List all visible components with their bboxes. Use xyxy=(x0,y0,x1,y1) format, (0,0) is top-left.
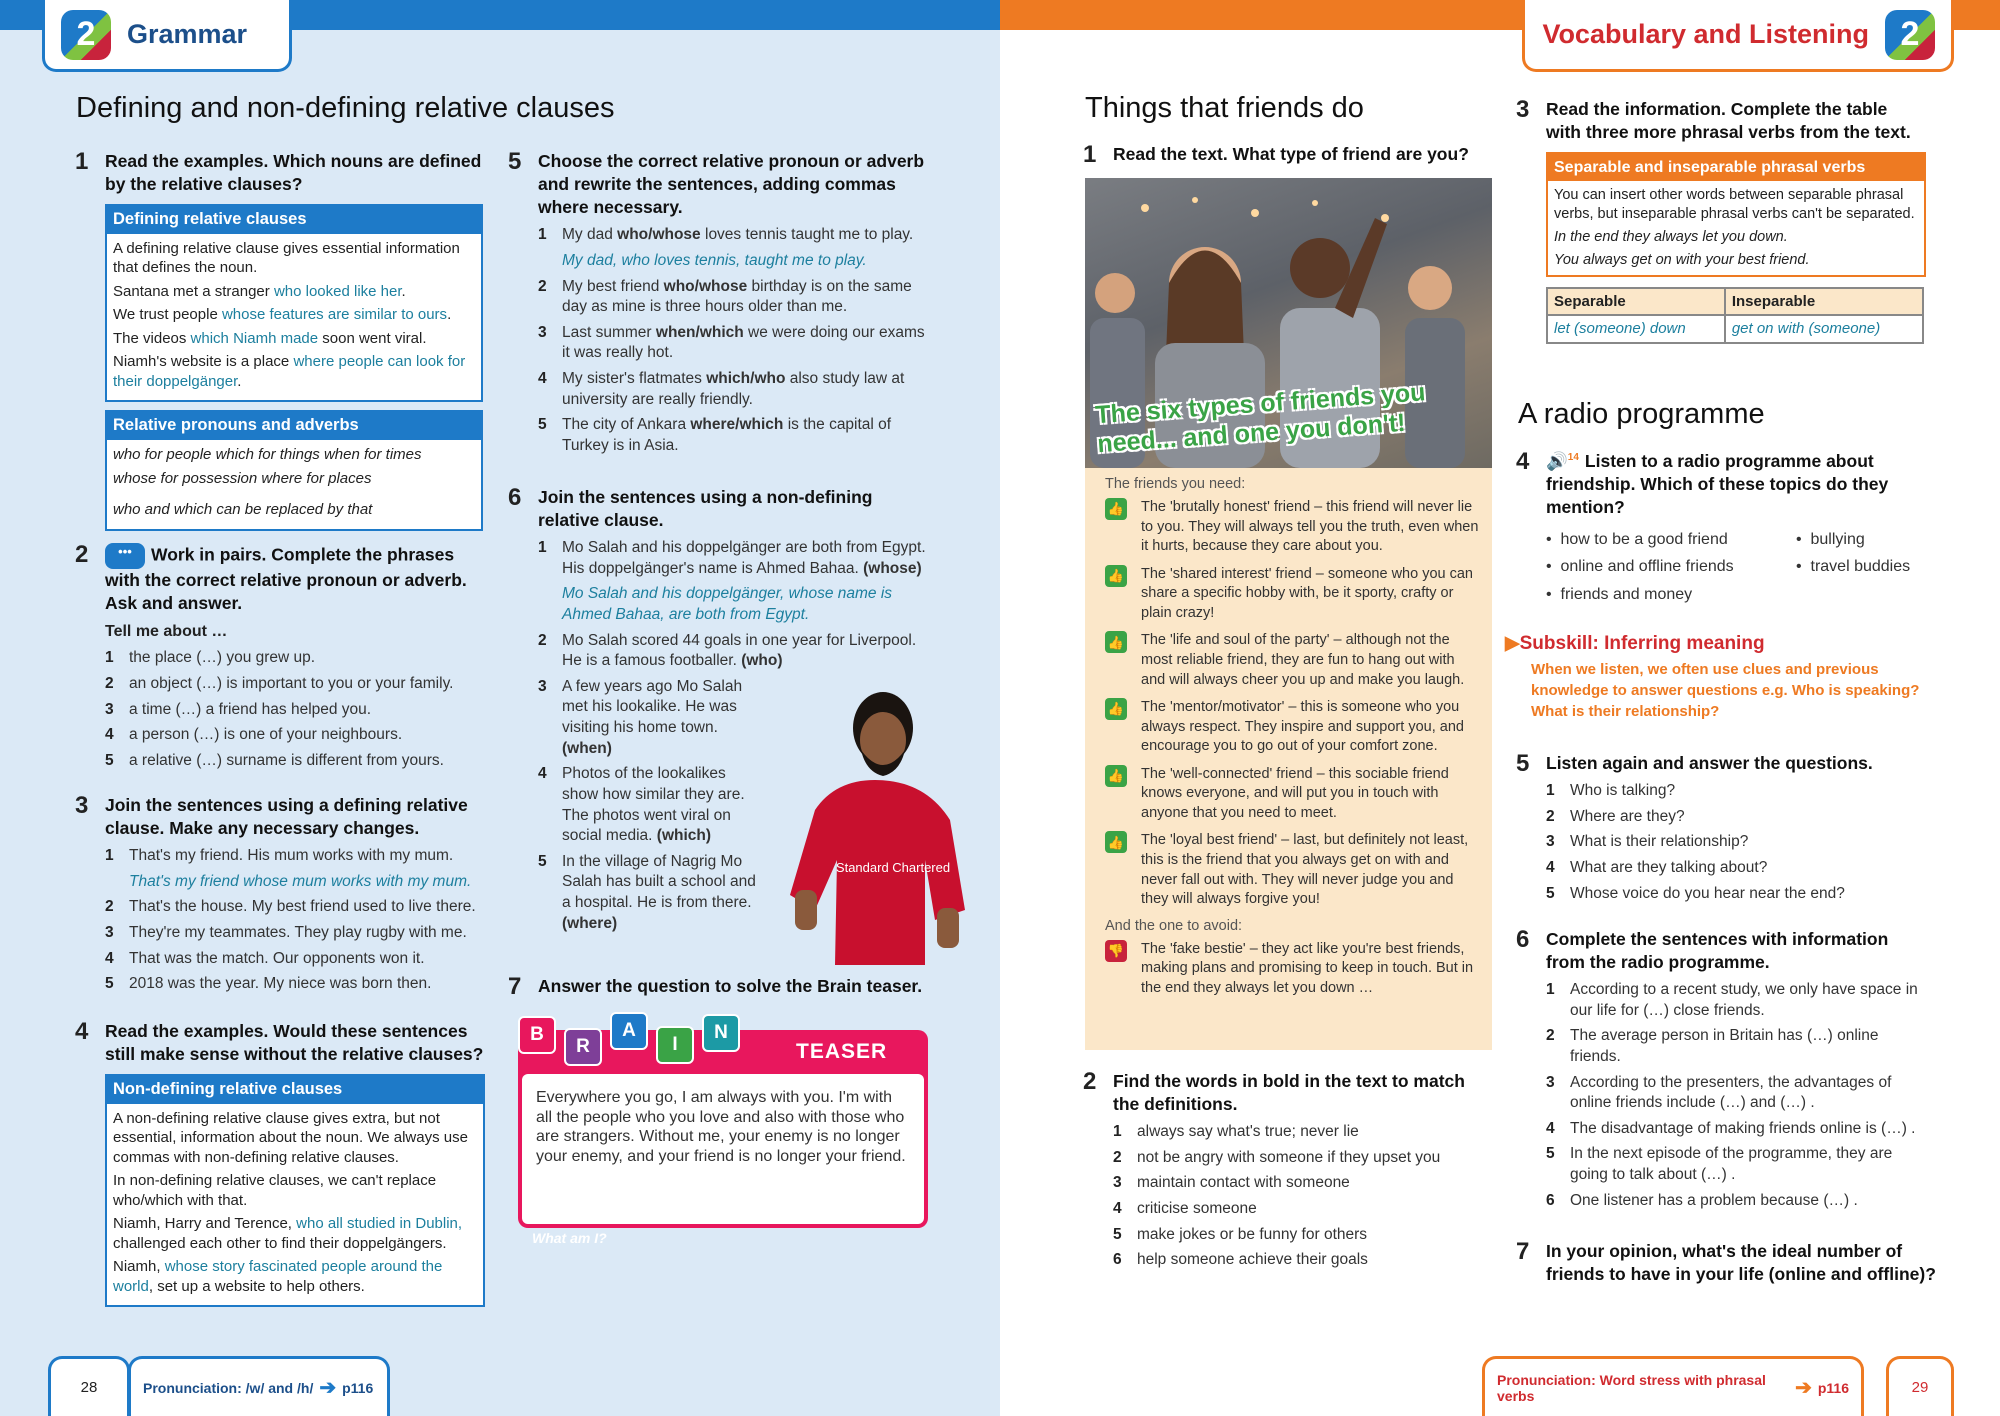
friend-entry: 👍 The 'shared interest' friend – someone who you can share a specific hobby with, be it sporty, crafty or plain crazy! xyxy=(1105,565,1480,624)
rule-text: In non-defining relative clauses, we can't replace who/which with that. xyxy=(113,1172,437,1209)
friend-entry: 👍 The 'mentor/motivator' – this is someone who you always respect. They inspire and support you, and encourage you to go out of your comfort zone. xyxy=(1105,698,1480,757)
exercise-4 xyxy=(75,1018,485,1307)
article-body xyxy=(1105,476,1480,1006)
unit-label: Grammar xyxy=(127,19,248,49)
unit-label: Vocabulary and Listening xyxy=(1542,19,1869,49)
thumbs-up-icon: 👍 xyxy=(1105,765,1127,787)
avoid-label: And the one to avoid: xyxy=(1105,917,1243,934)
subskill-box xyxy=(1505,632,1935,722)
exercise-number: 6 xyxy=(1516,926,1530,953)
exercise-number: 7 xyxy=(508,973,522,1000)
defining-clauses-box xyxy=(105,204,483,402)
list-item: 2 Where are they? xyxy=(1546,807,1685,825)
grammar-unit-tab xyxy=(42,0,292,72)
list-item: 5 The city of Ankara where/which is the capital of Turkey is in Asia. xyxy=(538,416,892,454)
table-cell: let (someone) down xyxy=(1547,315,1725,343)
box-intro: A defining relative clause gives essential information that defines the noun. xyxy=(113,239,460,277)
exercise-number: 7 xyxy=(1516,1238,1530,1265)
example-sentence: You always get on with your best friend. xyxy=(1554,251,1810,268)
puzzle-piece: I xyxy=(656,1026,694,1064)
topic-item: • how to be a good friend xyxy=(1546,531,1728,549)
list-item: 4 What are they talking about? xyxy=(1546,858,1768,876)
exercise-number: 2 xyxy=(75,541,89,568)
exercise-1 xyxy=(75,148,483,531)
list-item: 3 A few years ago Mo Salah met his lookalike. He was visiting his home town. (when) xyxy=(538,677,743,757)
instruction: Complete the sentences with information from the radio programme. xyxy=(1546,929,1889,973)
subskill-text: When we listen, we often use clues and previous knowledge to answer questions e.g. Who is speaking? What is their relationship? xyxy=(1531,661,1920,720)
friend-entry: 👍 The 'loyal best friend' – last, but definitely not least, this is the friend that you always get on with and never fall out with. They will never judge you and they will always forgive you! xyxy=(1105,831,1480,909)
table-header: Inseparable xyxy=(1725,288,1923,316)
box-title: Relative pronouns and adverbs xyxy=(107,412,481,440)
subskill-title: ▶Subskill: Inferring meaning xyxy=(1505,633,1765,654)
exercise-number: 3 xyxy=(75,792,89,819)
list-item: 2 The average person in Britain has (…) online friends. xyxy=(1546,1027,1879,1066)
footballer-illustration xyxy=(775,680,975,965)
model-answer: Mo Salah and his doppelgänger, whose name is Ahmed Bahaa, are both from Egypt. xyxy=(562,585,893,624)
friend-entry: 👍 The 'well-connected' friend – this sociable friend knows everyone, and will put you in touch with anyone that you need to meet. xyxy=(1105,765,1480,824)
list-item: 2 My best friend who/whose birthday is on the same day as mine is three hours older than me. xyxy=(538,277,912,316)
list-item: 6 One listener has a problem because (…) . xyxy=(1546,1191,1858,1209)
instruction: Read the text. What type of friend are you? xyxy=(1113,144,1469,164)
unit-number-badge: 2 xyxy=(61,10,111,60)
exercise-5 xyxy=(508,148,928,461)
instruction: In your opinion, what's the ideal number of friends to have in your life (online and offline)? xyxy=(1546,1241,1936,1285)
audio-icon[interactable]: 🔊 xyxy=(1546,451,1568,471)
example-sentence: The videos which Niamh made soon went viral. xyxy=(113,329,427,347)
instruction: Read the examples. Which nouns are defined by the relative clauses? xyxy=(105,151,482,195)
exercise-number: 5 xyxy=(1516,750,1530,777)
list-item: 1 My dad who/whose loves tennis taught me to play. xyxy=(538,226,914,244)
list-item: 2 an object (…) is important to you or your family. xyxy=(105,674,454,692)
model-answer: That's my friend whose mum works with my mum. xyxy=(129,872,472,890)
brain-teaser-box xyxy=(518,1020,928,1246)
list-item: 4 My sister's flatmates which/who also study law at university are really friendly. xyxy=(538,369,905,408)
pronoun-line: whose for possession where for places xyxy=(113,469,372,487)
list-item: 1 the place (…) you grew up. xyxy=(105,649,316,667)
pronoun-line: who for people which for things when for times xyxy=(113,446,422,464)
teaser-label: TEASER xyxy=(796,1040,888,1063)
list-item: 5 a relative (…) surname is different from yours. xyxy=(105,751,444,769)
list-item: 3 What is their relationship? xyxy=(1546,833,1749,851)
list-item: 1 always say what's true; never lie xyxy=(1113,1123,1359,1141)
shirt-sponsor: Standard Chartered xyxy=(835,860,951,875)
need-label: The friends you need: xyxy=(1105,476,1246,492)
lead-text: Tell me about … xyxy=(105,623,228,641)
thumbs-up-icon: 👍 xyxy=(1105,831,1127,853)
brain-teaser-text: Everywhere you go, I am always with you. I'm with all the people who you love and also with those who are strangers. Without me, your enemy is no longer your enemy, and your friend is no longer your friend. xyxy=(522,1074,924,1224)
brain-teaser-question: What am I? xyxy=(532,1230,607,1246)
list-item: 1 According to a recent study, we only have space in our life for (…) close friends. xyxy=(1546,981,1918,1019)
instruction: Join the sentences using a defining relative clause. Make any necessary changes. xyxy=(105,795,468,839)
list-item: 3 a time (…) a friend has helped you. xyxy=(105,700,372,718)
page-number: 28 xyxy=(80,1379,98,1396)
thumbs-up-icon: 👍 xyxy=(1105,565,1127,587)
play-arrow-icon: ▶ xyxy=(1505,633,1520,654)
instruction: Listen again and answer the questions. xyxy=(1546,753,1873,773)
footer-text: Pronunciation: Word stress with phrasal verbs xyxy=(1497,1371,1766,1404)
footer-page-ref: p116 xyxy=(342,1379,374,1396)
exercise-5 xyxy=(1516,750,1926,909)
list-item: 4 That was the match. Our opponents won it. xyxy=(105,949,425,967)
list-item: 4 criticise someone xyxy=(1113,1200,1257,1218)
exercise-7 xyxy=(1516,1238,1936,1286)
exercise-2 xyxy=(1083,1068,1493,1276)
thumbs-up-icon: 👍 xyxy=(1105,698,1127,720)
list-item: 1 Mo Salah and his doppelgänger are both from Egypt. His doppelgänger's name is Ahmed Bahaa. (whose) xyxy=(538,539,926,577)
puzzle-piece: B xyxy=(518,1016,556,1054)
list-item: 3 maintain contact with someone xyxy=(1113,1174,1350,1192)
footer-text: Pronunciation: /w/ and /h/ xyxy=(143,1379,314,1396)
phrasal-verbs-box xyxy=(1546,152,1926,276)
exercise-number: 4 xyxy=(1516,448,1530,475)
instruction: Answer the question to solve the Brain teaser. xyxy=(538,976,923,996)
table-cell: get on with (someone) xyxy=(1725,315,1923,343)
topic-item: • bullying xyxy=(1796,531,1865,549)
box-title: Separable and inseparable phrasal verbs xyxy=(1548,154,1924,181)
friend-entry: 👎 The 'fake bestie' – they act like you're best friends, making plans and promising to keep in touch. But in the end they always let you down … xyxy=(1105,940,1480,999)
page-number: 29 xyxy=(1911,1379,1929,1396)
list-item: 4 The disadvantage of making friends online is (…) . xyxy=(1546,1119,1916,1137)
list-item: 5 In the next episode of the programme, they are going to talk about (…) . xyxy=(1546,1145,1893,1184)
pronunciation-footer[interactable] xyxy=(128,1356,390,1416)
exercise-number: 5 xyxy=(508,148,522,175)
list-item: 3 They're my teammates. They play rugby with me. xyxy=(105,924,467,942)
box-title: Defining relative clauses xyxy=(107,206,481,234)
thumbs-up-icon: 👍 xyxy=(1105,498,1127,520)
list-item: 1 Who is talking? xyxy=(1546,782,1676,800)
page-number-tab xyxy=(48,1356,130,1416)
topic-item: • travel buddies xyxy=(1796,558,1911,576)
list-item: 2 That's the house. My best friend used to live there. xyxy=(105,898,476,916)
topic-item: • friends and money xyxy=(1546,585,1693,603)
friend-entry: 👍 The 'life and soul of the party' – although not the most reliable friend, they are fun to hang out with and will always cheer you up and make you laugh. xyxy=(1105,631,1480,690)
rule-text: A non-defining relative clause gives extra, but not essential, information about the noun. We always use commas with non-defining relative clauses. xyxy=(113,1109,468,1166)
exercise-number: 4 xyxy=(75,1018,89,1045)
list-item: 4 Photos of the lookalikes show how similar they are. The photos went viral on social media. (which) xyxy=(538,765,745,845)
exercise-7 xyxy=(508,973,928,1000)
topic-item: • online and offline friends xyxy=(1546,558,1734,576)
page-title: Defining and non-defining relative clauses xyxy=(76,92,615,124)
list-item: 3 According to the presenters, the advantages of online friends include (…) and (…) . xyxy=(1546,1073,1892,1112)
puzzle-piece: N xyxy=(702,1014,740,1052)
example-sentence: Niamh's website is a place where people can look for their doppelgänger. xyxy=(113,353,466,390)
arrow-right-icon: ➔ xyxy=(319,1377,337,1399)
article-headline: The six types of friends you need... and one you don't! xyxy=(1094,378,1427,458)
list-item: 2 not be angry with someone if they upset you xyxy=(1113,1148,1441,1166)
phrasal-verbs-table xyxy=(1546,287,1924,345)
example-sentence: Niamh, whose story fascinated people around the world, set up a website to help others. xyxy=(113,1258,443,1295)
exercise-number: 2 xyxy=(1083,1068,1097,1095)
model-answer: My dad, who loves tennis, taught me to play. xyxy=(562,251,867,269)
pronoun-note: who and which can be replaced by that xyxy=(113,501,373,519)
exercise-number: 3 xyxy=(1516,96,1530,123)
unit-number-badge: 2 xyxy=(1885,10,1935,60)
example-sentence: In the end they always let you down. xyxy=(1554,228,1788,245)
page-number-tab xyxy=(1886,1356,1954,1416)
list-item: 5 2018 was the year. My niece was born then. xyxy=(105,975,432,993)
instruction: 🔊$^{14}$ Listen to a radio programme about friendship. Which of these topics do they mention? xyxy=(1546,451,1889,518)
list-item: 2 Mo Salah scored 44 goals in one year for Liverpool. He is a famous footballer. (who) xyxy=(538,631,917,670)
pair-work-icon: ••• xyxy=(105,543,145,569)
example-sentence: Santana met a stranger who looked like her. xyxy=(113,282,406,300)
exercise-4 xyxy=(1516,448,1926,611)
table-header: Separable xyxy=(1547,288,1725,316)
exercise-1 xyxy=(1083,141,1493,168)
box-title: Non-defining relative clauses xyxy=(107,1076,483,1104)
footballer-photo xyxy=(775,680,975,965)
footer-page-ref: p116 xyxy=(1817,1379,1849,1396)
instruction: Read the examples. Would these sentences still make sense without the relative clauses? xyxy=(105,1021,484,1065)
page-title: Things that friends do xyxy=(1085,92,1364,124)
instruction: Find the words in bold in the text to match the definitions. xyxy=(1113,1071,1465,1115)
instruction: Join the sentences using a non-defining relative clause. xyxy=(538,487,873,531)
exercise-number: 1 xyxy=(75,148,89,175)
instruction: Choose the correct relative pronoun or adverb and rewrite the sentences, adding commas where necessary. xyxy=(538,151,925,218)
exercise-6 xyxy=(1516,926,1926,1216)
exercise-3 xyxy=(75,792,483,1000)
pronunciation-footer[interactable] xyxy=(1482,1356,1864,1416)
puzzle-piece: A xyxy=(610,1012,648,1050)
vocabulary-unit-tab xyxy=(1522,0,1954,72)
list-item: 1 That's my friend. His mum works with my mum. xyxy=(105,847,454,865)
example-sentence: Niamh, Harry and Terence, who all studied in Dublin, challenged each other to find their doppelgängers. xyxy=(113,1215,463,1252)
example-sentence: We trust people whose features are similar to ours. xyxy=(113,306,452,324)
puzzle-piece: R xyxy=(564,1028,602,1066)
list-item: 3 Last summer when/which we were doing our exams it was really hot. xyxy=(538,323,925,362)
friend-entry: 👍 The 'brutally honest' friend – this friend will never lie to you. They will always tell you the truth, even when it hurts, because they care about you. xyxy=(1105,498,1480,557)
list-item: 6 help someone achieve their goals xyxy=(1113,1251,1368,1269)
relative-pronouns-box xyxy=(105,410,483,530)
audio-track: 14 xyxy=(1567,452,1579,464)
exercise-number: 6 xyxy=(508,484,522,511)
instruction: Read the information. Complete the table with three more phrasal verbs from the text. xyxy=(1546,99,1911,143)
exercise-3 xyxy=(1516,96,1926,344)
thumbs-up-icon: 👍 xyxy=(1105,631,1127,653)
instruction: ••• Work in pairs. Complete the phrases with the correct relative pronoun or adverb. Ask and answer. xyxy=(105,544,467,614)
exercise-number: 1 xyxy=(1083,141,1097,168)
non-defining-clauses-box xyxy=(105,1074,485,1307)
list-item: 4 a person (…) is one of your neighbours. xyxy=(105,726,403,744)
list-item: 5 make jokes or be funny for others xyxy=(1113,1225,1368,1243)
exercise-2 xyxy=(75,541,483,776)
thumbs-down-icon: 👎 xyxy=(1105,940,1127,962)
list-item: 5 In the village of Nagrig Mo Salah has built a school and a hospital. He is from there. (where) xyxy=(538,852,756,932)
arrow-right-icon: ➔ xyxy=(1795,1377,1812,1399)
section-title: A radio programme xyxy=(1518,398,1765,430)
rule-text: You can insert other words between separable phrasal verbs, but inseparable phrasal verbs can't be separated. xyxy=(1554,187,1915,223)
list-item: 5 Whose voice do you hear near the end? xyxy=(1546,884,1845,902)
